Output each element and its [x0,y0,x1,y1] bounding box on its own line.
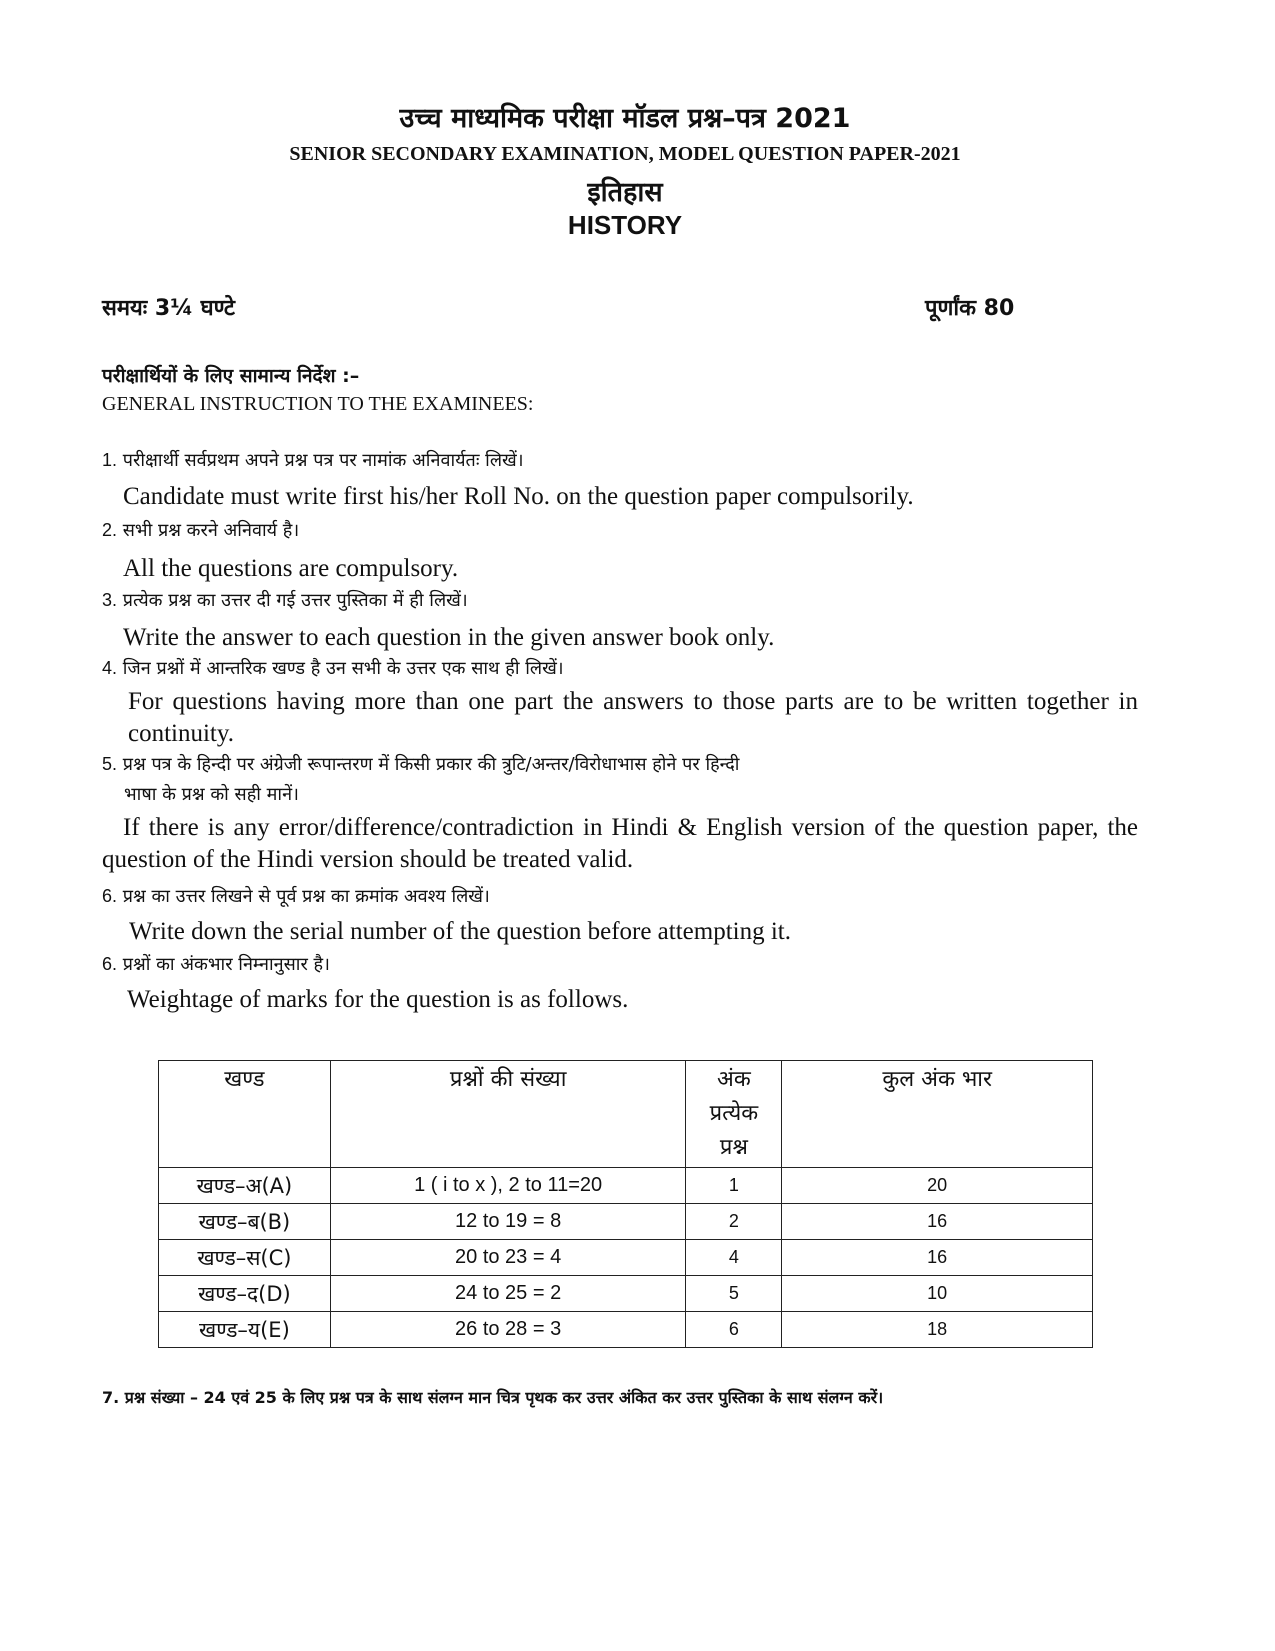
section-cell: खण्ड–स(C) [159,1240,331,1276]
marks-each-cell: 2 [686,1204,782,1240]
section-cell: खण्ड–अ(A) [159,1168,331,1204]
table-row [159,1240,1093,1276]
header-marks-line: प्रश्न [719,1135,748,1160]
instruction-number: 4. [102,658,118,678]
instruction-hindi-continuation: भाषा के प्रश्न को सही मानें। [124,784,299,805]
subject-hindi: इतिहास [587,177,663,208]
instruction-hindi [102,448,524,472]
section-cell: खण्ड–य(E) [159,1312,331,1348]
instruction-english: All the questions are compulsory. [123,555,459,582]
instruction-hindi-text: प्रश्नों का अंकभार निम्नानुसार है। [122,954,330,975]
instruction-number: 2. [102,520,118,540]
questions-cell: 12 to 19 = 8 [330,1204,686,1240]
marks-each-cell: 1 [686,1168,782,1204]
table-row [159,1312,1093,1348]
instruction-number: 5. [102,754,118,774]
total-marks-cell: 10 [782,1276,1093,1312]
max-marks: पूर्णांक 80 [925,296,1015,321]
table-row [159,1168,1093,1204]
instruction-english: Write down the serial number of the question before attempting it. [129,918,791,945]
title-hindi: उच्च माध्यमिक परीक्षा मॉडल प्रश्न–पत्र 2021 [399,103,851,134]
instruction-hindi [102,752,739,776]
exam-time: समयः 3¼ घण्टे [102,296,235,321]
instruction-number: 6. [102,954,118,974]
table-row [159,1276,1093,1312]
weightage-table [158,1060,1093,1348]
instruction-hindi [102,518,299,542]
instruction-english: For questions having more than one part the answers to those parts are to be written together in continuity. [128,688,1138,747]
header-marks-each [686,1061,782,1168]
general-instructions-heading-hindi: परीक्षार्थियों के लिए सामान्य निर्देश :– [102,365,360,387]
instruction-number: 1. [102,450,118,470]
general-instructions-heading-english: GENERAL INSTRUCTION TO THE EXAMINEES: [102,393,534,415]
questions-cell: 24 to 25 = 2 [330,1276,686,1312]
section-cell: खण्ड–द(D) [159,1276,331,1312]
marks-each-cell: 6 [686,1312,782,1348]
instruction-number: 7. [102,1388,120,1407]
instruction-hindi [102,884,490,908]
total-marks-cell: 16 [782,1204,1093,1240]
header-marks-line: प्रत्येक [709,1101,759,1126]
subject-english: HISTORY [567,210,683,240]
instruction-hindi-text: सभी प्रश्न करने अनिवार्य है। [122,520,300,541]
questions-cell: 1 ( i to x ), 2 to 11=20 [330,1168,686,1204]
instruction-hindi-text: परीक्षार्थी सर्वप्रथम अपने प्रश्न पत्र पर नामांक अनिवार्यतः लिखें। [122,450,524,471]
total-marks-cell: 18 [782,1312,1093,1348]
instruction-hindi [102,656,564,680]
instruction-number: 6. [102,886,118,906]
section-cell: खण्ड–ब(B) [159,1204,331,1240]
instruction-hindi-text: प्रत्येक प्रश्न का उत्तर दी गई उत्तर पुस्तिका में ही लिखें। [122,590,468,611]
instruction-english: Weightage of marks for the question is as follows. [127,986,629,1013]
questions-cell: 26 to 28 = 3 [330,1312,686,1348]
instruction-english: Write the answer to each question in the given answer book only. [123,624,775,651]
instruction-7-note [102,1386,883,1408]
instruction-7-text: प्रश्न संख्या – 24 एवं 25 के लिए प्रश्न पत्र के साथ संलग्न मान चित्र पृथक कर उत्तर अंकित कर उत्तर पुस्तिका के साथ संलग्न करें। [124,1388,884,1407]
header-total-marks: कुल अंक भार [782,1061,1093,1168]
questions-cell: 20 to 23 = 4 [330,1240,686,1276]
marks-each-cell: 5 [686,1276,782,1312]
table-row [159,1204,1093,1240]
instruction-hindi-text: प्रश्न पत्र के हिन्दी पर अंग्रेजी रूपान्तरण में किसी प्रकार की त्रुटि/अन्तर/विरोधाभास होने पर हिन्दी [122,754,740,775]
instruction-english: If there is any error/difference/contradiction in Hindi & English version of the question paper, the question of the Hindi version should be treated valid. [102,814,1138,873]
title-english: SENIOR SECONDARY EXAMINATION, MODEL QUESTION PAPER-2021 [289,143,961,165]
instruction-hindi [102,952,330,976]
instruction-hindi [102,588,468,612]
instruction-number: 3. [102,590,118,610]
table-header-row [159,1061,1093,1168]
header-section: खण्ड [159,1061,331,1168]
header-question-count: प्रश्नों की संख्या [330,1061,686,1168]
instruction-hindi-text: जिन प्रश्नों में आन्तरिक खण्ड है उन सभी के उत्तर एक साथ ही लिखें। [122,658,564,679]
marks-each-cell: 4 [686,1240,782,1276]
total-marks-cell: 20 [782,1168,1093,1204]
instruction-english: Candidate must write first his/her Roll No. on the question paper compulsorily. [123,483,914,510]
header-marks-line: अंक [717,1067,751,1092]
instruction-hindi-text: प्रश्न का उत्तर लिखने से पूर्व प्रश्न का क्रमांक अवश्य लिखें। [122,886,490,907]
total-marks-cell: 16 [782,1240,1093,1276]
